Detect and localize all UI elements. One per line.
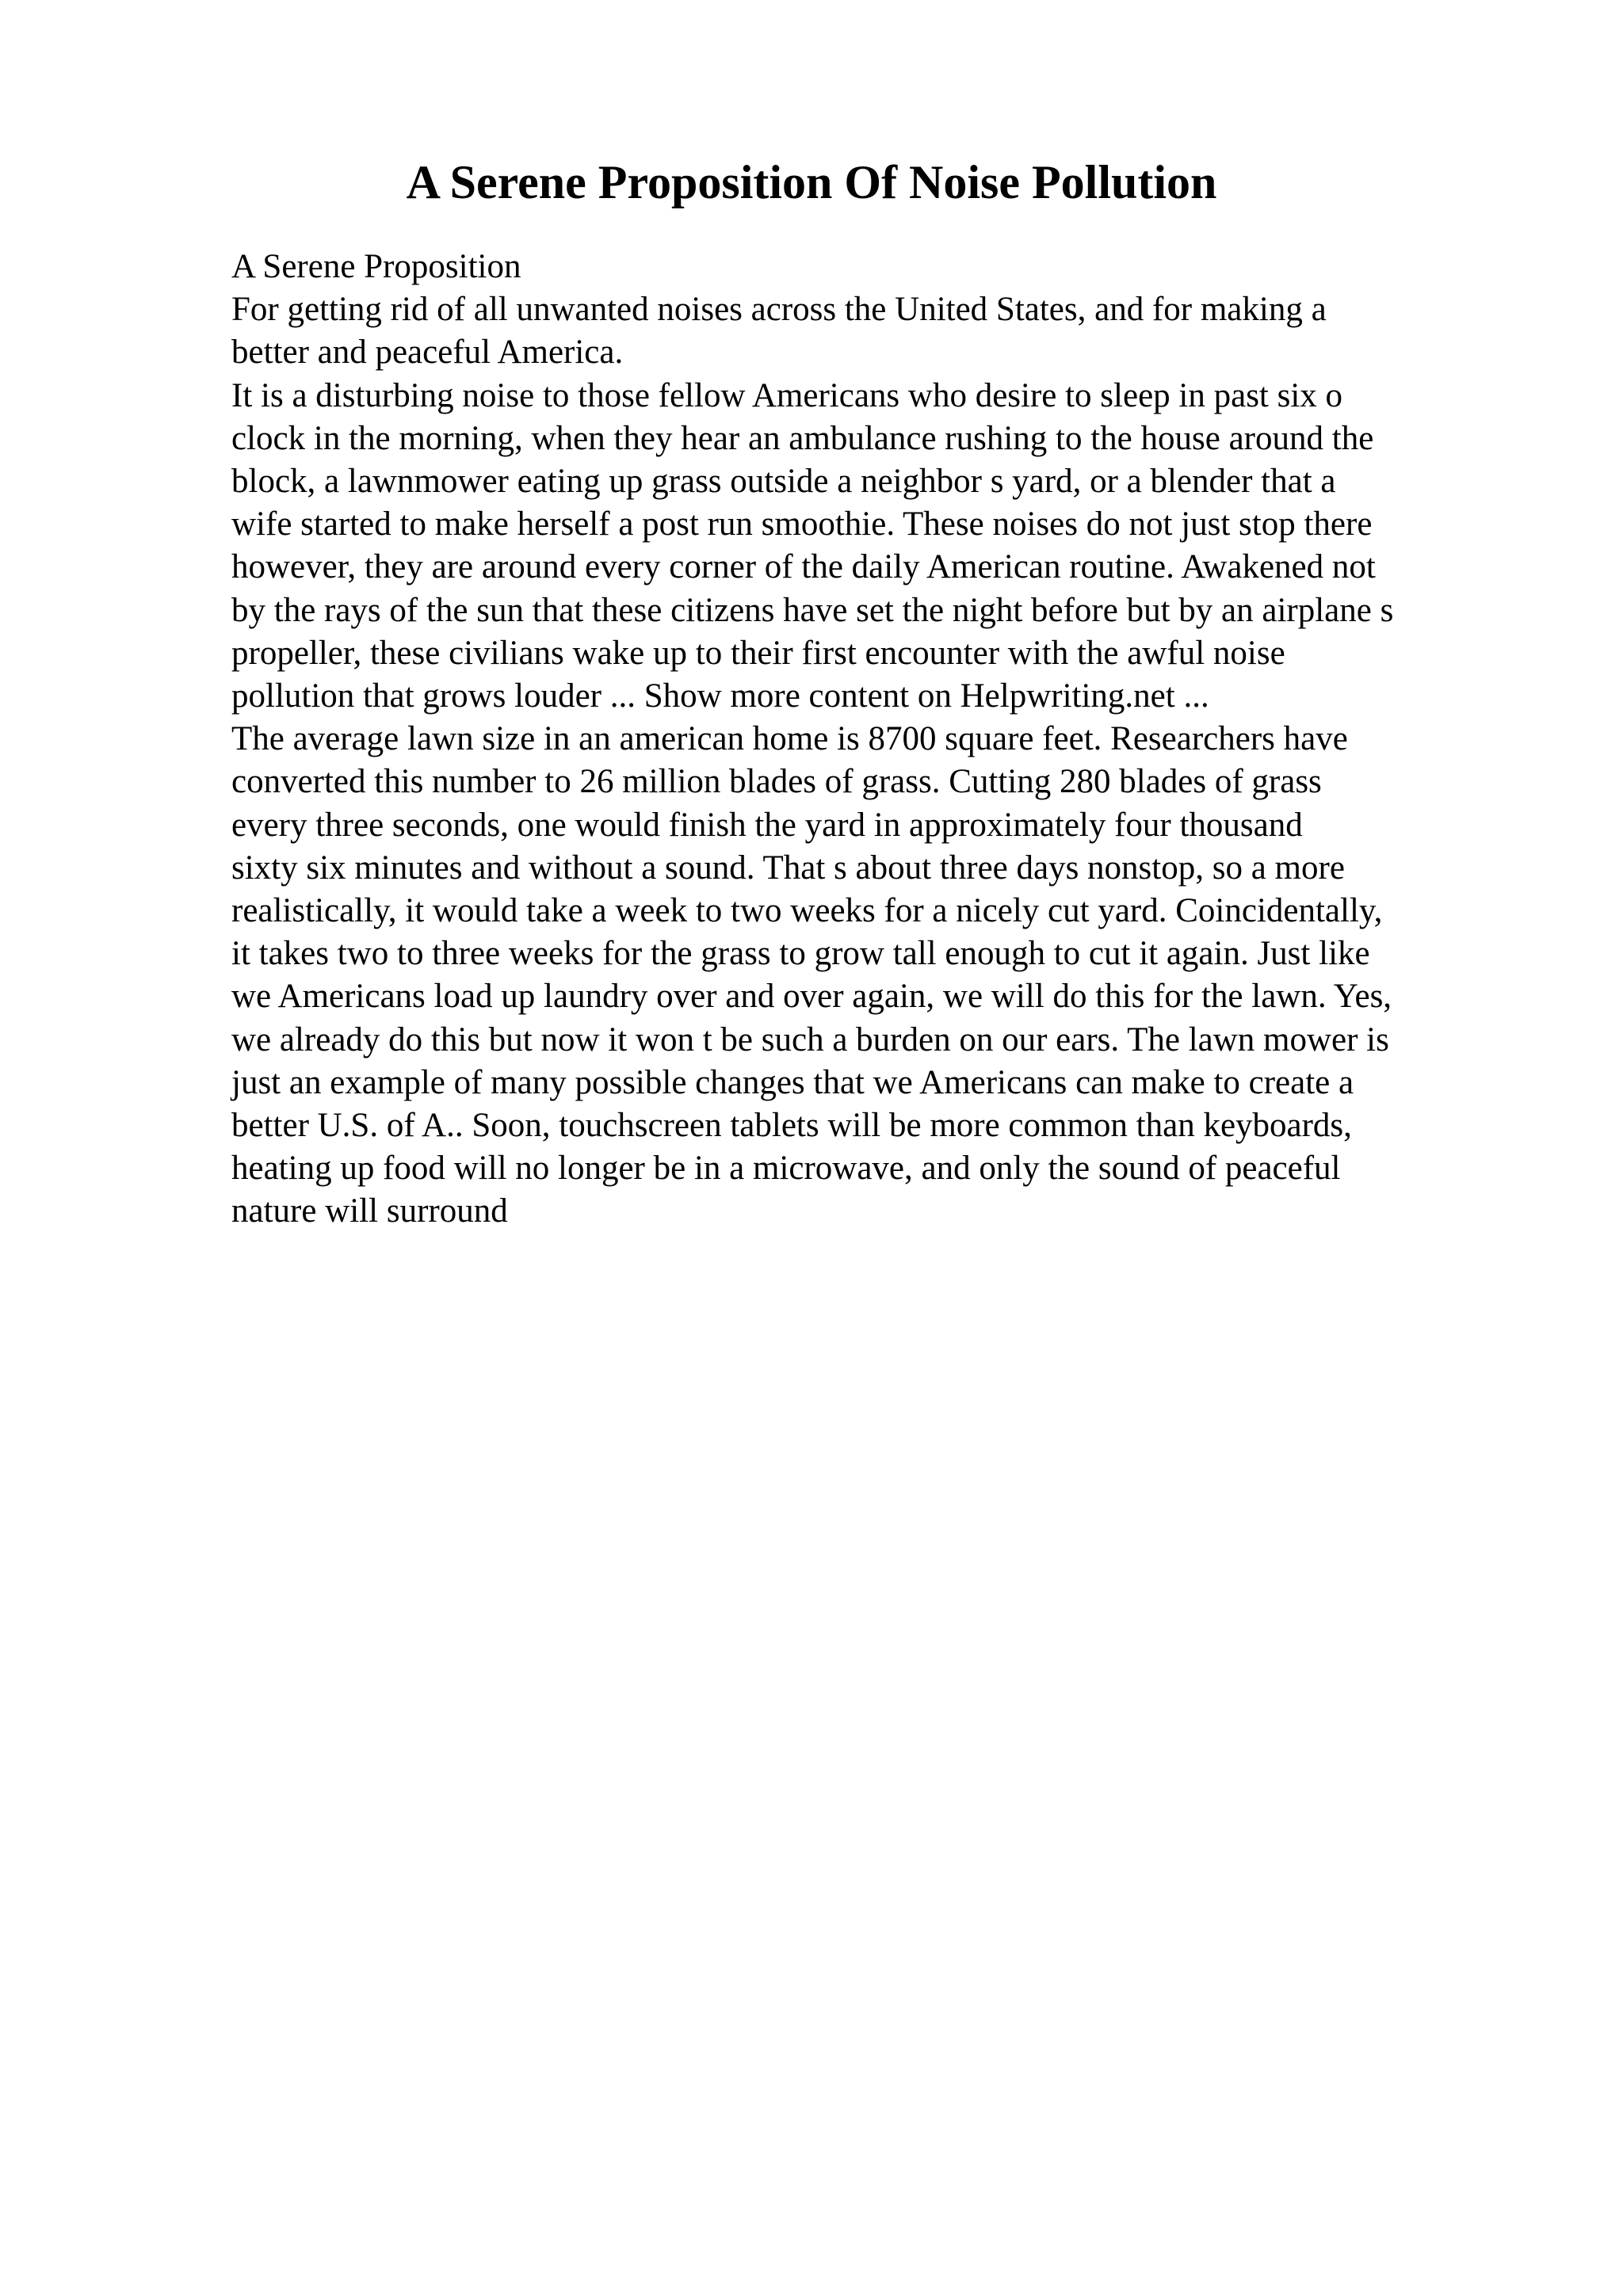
text-line: heating up food will no longer be in a microwave, and only the sound of peaceful: [231, 1150, 1341, 1188]
text-line: it takes two to three weeks for the grass to grow tall enough to cut it again. Just like: [231, 935, 1370, 973]
text-line: we Americans load up laundry over and over again, we will do this for the lawn. Yes,: [231, 978, 1392, 1016]
text-line: wife started to make herself a post run smoothie. These noises do not just stop there: [231, 505, 1373, 543]
text-line: sixty six minutes and without a sound. That s about three days nonstop, so a more: [231, 849, 1345, 887]
text-line: nature will surround: [231, 1192, 508, 1230]
text-line: by the rays of the sun that these citizens have set the night before but by an airplane s: [231, 591, 1394, 629]
text-line: better and peaceful America.: [231, 334, 624, 372]
text-line: we already do this but now it won t be such a burden on our ears. The lawn mower is: [231, 1020, 1389, 1058]
text-line: every three seconds, one would finish the yard in approximately four thousand: [231, 806, 1303, 844]
text-line: clock in the morning, when they hear an ambulance rushing to the house around the: [231, 419, 1374, 457]
document-title: A Serene Proposition Of Noise Pollution: [406, 156, 1217, 208]
text-line: A Serene Proposition: [231, 248, 521, 285]
text-line: just an example of many possible changes that we Americans can make to create a: [231, 1063, 1354, 1101]
text-line: It is a disturbing noise to those fellow Americans who desire to sleep in past six o: [231, 376, 1343, 414]
text-line: realistically, it would take a week to two weeks for a nicely cut yard. Coincidentally,: [231, 892, 1383, 930]
text-line: The average lawn size in an american home is 8700 square feet. Researchers have: [231, 720, 1348, 758]
text-line: pollution that grows louder ... Show more content on Helpwriting.net ...: [231, 677, 1209, 715]
text-line: however, they are around every corner of the daily American routine. Awakened not: [231, 548, 1376, 586]
text-line: block, a lawnmower eating up grass outside a neighbor s yard, or a blender that a: [231, 463, 1336, 501]
text-line: better U.S. of A.. Soon, touchscreen tablets will be more common than keyboards,: [231, 1107, 1352, 1145]
text-line: converted this number to 26 million blades of grass. Cutting 280 blades of grass: [231, 763, 1322, 801]
text-line: For getting rid of all unwanted noises across the United States, and for making a: [231, 291, 1327, 329]
document-body: [231, 246, 1499, 1234]
text-line: propeller, these civilians wake up to their first encounter with the awful noise: [231, 634, 1285, 672]
